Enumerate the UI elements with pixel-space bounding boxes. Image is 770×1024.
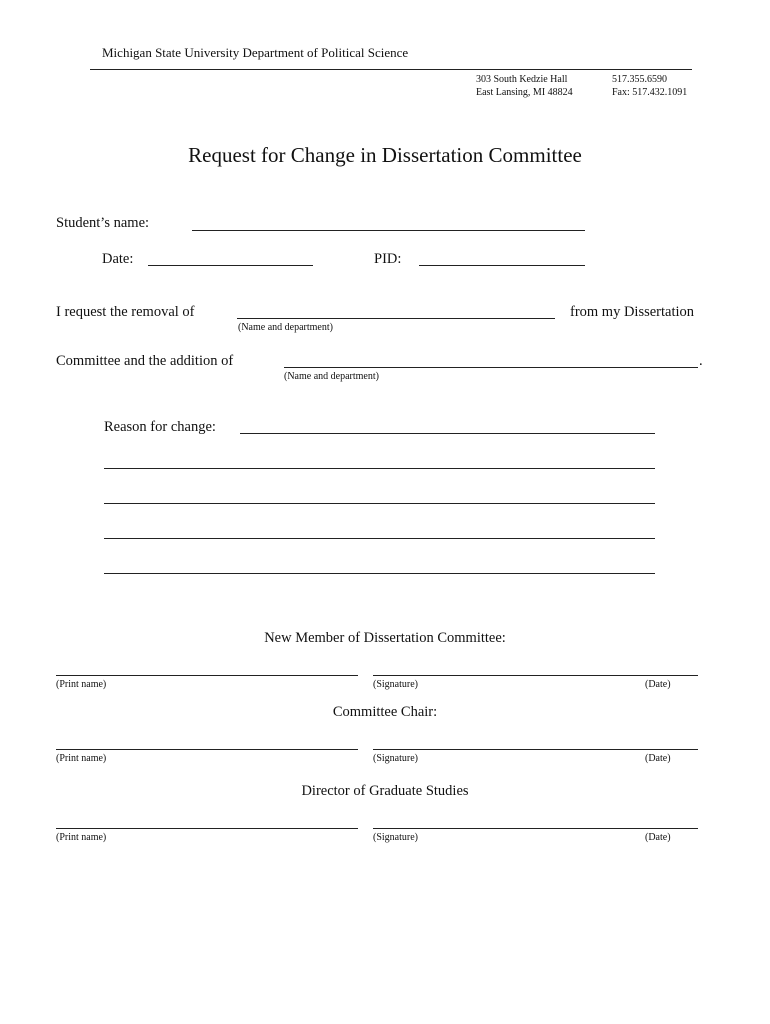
student-name-field[interactable]	[192, 230, 585, 231]
contact-block	[612, 73, 687, 99]
new-member-signature-label: (Signature)	[373, 679, 418, 690]
chair-signature-field[interactable]	[373, 749, 698, 750]
director-signature-field[interactable]	[373, 828, 698, 829]
removal-member-field[interactable]	[237, 318, 555, 319]
address-line-1: 303 South Kedzie Hall	[476, 74, 568, 85]
address-block	[476, 73, 573, 99]
chair-date-label: (Date)	[645, 753, 671, 764]
committee-chair-heading: Committee Chair:	[332, 704, 438, 720]
pid-field[interactable]	[419, 265, 585, 266]
removal-label: I request the removal of	[56, 304, 195, 320]
director-signature-label: (Signature)	[373, 832, 418, 843]
removal-suffix: from my Dissertation	[570, 304, 695, 320]
addition-member-field[interactable]	[284, 367, 698, 368]
fax-number: Fax: 517.432.1091	[612, 87, 688, 98]
pid-label: PID:	[374, 251, 402, 267]
new-member-print-name-field[interactable]	[56, 675, 358, 676]
address-line-2: East Lansing, MI 48824	[476, 87, 573, 98]
addition-period: .	[699, 353, 703, 369]
new-member-date-label: (Date)	[645, 679, 671, 690]
new-member-signature-field[interactable]	[373, 675, 698, 676]
director-heading: Director of Graduate Studies	[301, 783, 469, 799]
chair-print-name-field[interactable]	[56, 749, 358, 750]
director-print-name-field[interactable]	[56, 828, 358, 829]
director-print-label: (Print name)	[56, 832, 107, 843]
chair-signature-label: (Signature)	[373, 753, 418, 764]
form-title: Request for Change in Dissertation Committee	[188, 143, 582, 167]
reason-field-line-2[interactable]	[104, 468, 655, 469]
date-field[interactable]	[148, 265, 313, 266]
reason-field-line-1[interactable]	[240, 433, 655, 434]
reason-field-line-4[interactable]	[104, 538, 655, 539]
phone-number: 517.355.6590	[612, 74, 667, 85]
department-name: Michigan State University Department of Political Science	[102, 45, 409, 60]
director-date-label: (Date)	[645, 832, 671, 843]
student-name-label: Student’s name:	[56, 215, 150, 231]
reason-label: Reason for change:	[104, 419, 216, 435]
reason-field-line-5[interactable]	[104, 573, 655, 574]
date-label: Date:	[102, 251, 134, 267]
removal-hint: (Name and department)	[238, 322, 333, 333]
new-member-heading: New Member of Dissertation Committee:	[264, 630, 506, 646]
addition-hint: (Name and department)	[284, 371, 379, 382]
chair-print-label: (Print name)	[56, 753, 107, 764]
reason-field-line-3[interactable]	[104, 503, 655, 504]
header-divider	[90, 69, 692, 70]
addition-label: Committee and the addition of	[56, 353, 234, 369]
new-member-print-label: (Print name)	[56, 679, 107, 690]
